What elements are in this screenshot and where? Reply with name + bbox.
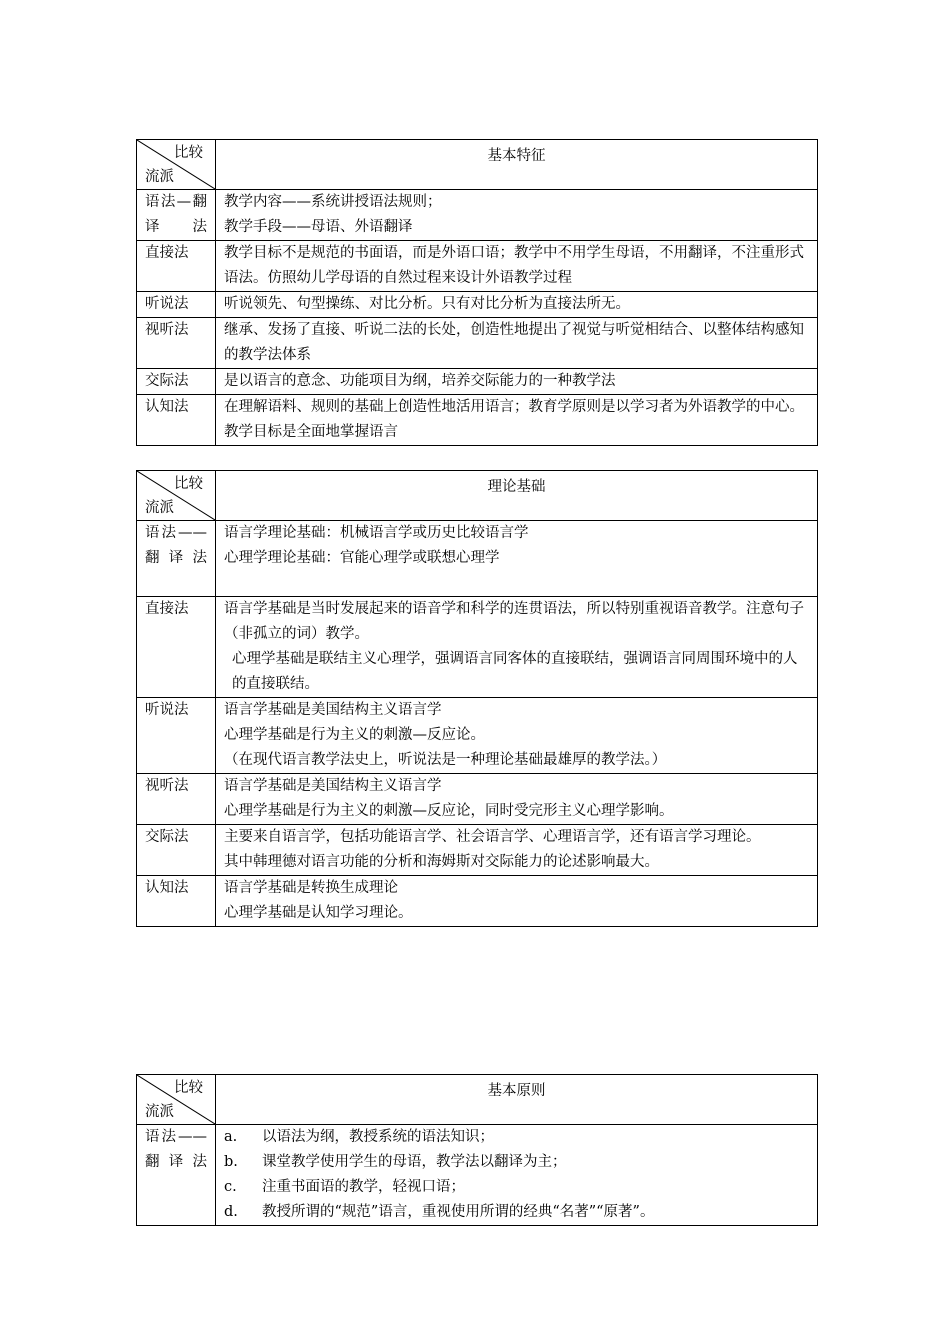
row-content (216, 292, 818, 318)
content-line: 心理学基础是联结主义心理学，强调语言同客体的直接联结，强调语言同周围环境中的人的直接联结。 (232, 651, 798, 692)
content-line: 其中韩理德对语言功能的分析和海姆斯对交际能力的论述影响最大。 (224, 854, 659, 870)
list-marker: b. (224, 1154, 238, 1170)
row-content (216, 521, 818, 597)
table-row (137, 521, 818, 597)
list-marker: a. (224, 1129, 238, 1145)
table-row (137, 395, 818, 446)
corner-compare-label: 比较 (174, 1080, 203, 1096)
list-text: 课堂教学使用学生的母语，教学法以翻译为主； (262, 1154, 567, 1170)
content-line: 继承、发扬了直接、听说二法的长处，创造性地提出了视觉与听觉相结合、以整体结构感知的教学法体系 (224, 322, 804, 363)
list-item (224, 1200, 809, 1225)
method-name: 直接法 (137, 597, 216, 698)
content-line: 语言学基础是美国结构主义语言学 (224, 702, 442, 718)
list-item (224, 1125, 809, 1150)
table-header-row (137, 1075, 818, 1125)
corner-header-cell (137, 1075, 216, 1125)
row-content (216, 825, 818, 876)
row-content (216, 241, 818, 292)
content-line: 在理解语料、规则的基础上创造性地活用语言；教育学原则是以学习者为外语教学的中心。教学目标是全面地掌握语言 (224, 399, 804, 440)
row-content (216, 876, 818, 927)
content-line: 心理学基础是行为主义的刺激—反应论，同时受完形主义心理学影响。 (224, 803, 674, 819)
method-name: 语法——翻译法 (137, 521, 216, 597)
row-content (216, 698, 818, 774)
table-row (137, 241, 818, 292)
method-name: 听说法 (137, 698, 216, 774)
list-text: 注重书面语的教学，轻视口语； (262, 1179, 465, 1195)
method-name: 听说法 (137, 292, 216, 318)
table-row (137, 825, 818, 876)
table-title: 理论基础 (216, 471, 818, 521)
list-item (224, 1150, 809, 1175)
row-content (216, 597, 818, 698)
method-name: 认知法 (137, 395, 216, 446)
method-name: 视听法 (137, 318, 216, 369)
table-row (137, 1125, 818, 1226)
content-line: 教学内容——系统讲授语法规则； (224, 194, 442, 210)
method-name: 认知法 (137, 876, 216, 927)
corner-compare-label: 比较 (174, 476, 203, 492)
content-line: 教学目标不是规范的书面语，而是外语口语；教学中不用学生母语，不用翻译，不注重形式语法。仿照幼儿学母语的自然过程来设计外语教学过程 (224, 245, 804, 286)
list-text: 以语法为纲，教授系统的语法知识； (262, 1129, 494, 1145)
row-content (216, 395, 818, 446)
corner-school-label: 流派 (145, 1104, 174, 1120)
content-line: 是以语言的意念、功能项目为纲，培养交际能力的一种教学法 (224, 373, 616, 389)
corner-compare-label: 比较 (174, 145, 203, 161)
features-table (136, 139, 818, 446)
content-line: 教学手段——母语、外语翻译 (224, 219, 413, 235)
table-row (137, 698, 818, 774)
method-name: 交际法 (137, 825, 216, 876)
table-row (137, 190, 818, 241)
table-row (137, 876, 818, 927)
corner-school-label: 流派 (145, 500, 174, 516)
table-header-row (137, 471, 818, 521)
table-title: 基本特征 (216, 140, 818, 190)
content-line: 心理学理论基础：官能心理学或联想心理学 (224, 550, 500, 566)
method-name: 交际法 (137, 369, 216, 395)
principles-table (136, 1074, 818, 1226)
table-title: 基本原则 (216, 1075, 818, 1125)
method-name: 视听法 (137, 774, 216, 825)
corner-header-cell (137, 140, 216, 190)
content-line: 语言学基础是美国结构主义语言学 (224, 778, 442, 794)
method-name: 语法—翻译法 (137, 190, 216, 241)
list-marker: d. (224, 1204, 238, 1220)
corner-school-label: 流派 (145, 169, 174, 185)
method-name: 语法——翻译法 (137, 1125, 216, 1226)
content-line: 心理学基础是行为主义的刺激—反应论。 (224, 727, 485, 743)
content-line: 听说领先、句型操练、对比分析。只有对比分析为直接法所无。 (224, 296, 630, 312)
content-line: 主要来自语言学，包括功能语言学、社会语言学、心理语言学，还有语言学习理论。 (224, 829, 761, 845)
table-row (137, 369, 818, 395)
row-content (216, 190, 818, 241)
table-row (137, 318, 818, 369)
row-content (216, 1125, 818, 1226)
table-row (137, 597, 818, 698)
list-marker: c. (224, 1179, 237, 1195)
row-content (216, 318, 818, 369)
table-row (137, 774, 818, 825)
content-line: 心理学基础是认知学习理论。 (224, 905, 413, 921)
content-line: （在现代语言教学法史上，听说法是一种理论基础最雄厚的教学法。） (224, 752, 667, 768)
content-line: 语言学基础是当时发展起来的语音学和科学的连贯语法，所以特别重视语音教学。注意句子（非孤立的词）教学。 (224, 601, 804, 642)
content-line: 语言学理论基础：机械语言学或历史比较语言学 (224, 525, 529, 541)
table-row (137, 292, 818, 318)
list-text: 教授所谓的“规范”语言，重视使用所谓的经典“名著”“原著”。 (262, 1204, 655, 1220)
corner-header-cell (137, 471, 216, 521)
content-line: 语言学基础是转换生成理论 (224, 880, 398, 896)
list-item (224, 1175, 809, 1200)
row-content (216, 774, 818, 825)
table-header-row (137, 140, 818, 190)
theory-table (136, 470, 818, 927)
method-name: 直接法 (137, 241, 216, 292)
row-content (216, 369, 818, 395)
